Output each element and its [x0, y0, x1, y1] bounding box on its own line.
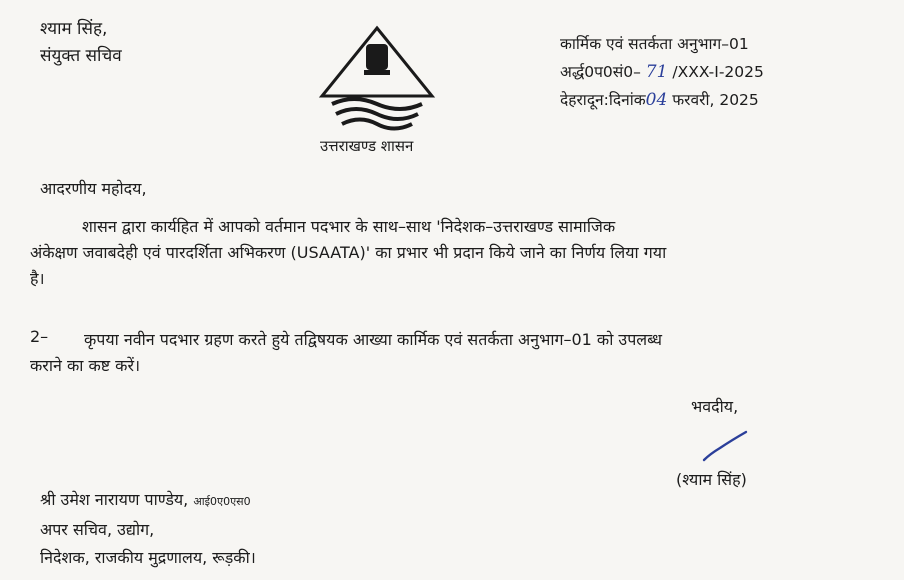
reference-date: देहरादून:दिनांक04 फरवरी, 2025 — [560, 90, 759, 110]
paragraph-2-line-1: कृपया नवीन पदभार ग्रहण करते हुये तद्विषयक आख्या कार्मिक एवं सतर्कता अनुभाग–01 को उपलब्ध — [84, 330, 662, 349]
recipient-block — [40, 486, 256, 572]
sender-block — [40, 16, 122, 70]
closing-text: भवदीय, — [691, 397, 739, 416]
state-emblem-icon — [318, 24, 436, 134]
reference-department: कार्मिक एवं सतर्कता अनुभाग–01 — [560, 35, 749, 53]
handwritten-date: 04 — [645, 90, 668, 110]
sender-name: श्याम सिंह, — [40, 19, 108, 39]
paragraph-1-line-2: अंकेक्षण जवाबदेही एवं पारदर्शिता अभिकरण (USAATA)' का प्रभार भी प्रदान किये जाने का निर्णय लिया गया — [30, 243, 667, 262]
recipient-line-2: अपर सचिव, उद्योग, — [40, 520, 155, 539]
salutation: आदरणीय महोदय, — [40, 179, 147, 198]
paragraph-2-line-2: कराने का कष्ट करें। — [30, 356, 141, 375]
paragraph-1-line-1: शासन द्वारा कार्यहित में आपको वर्तमान पदभार के साथ–साथ 'निदेशक–उत्तराखण्ड सामाजिक — [82, 217, 616, 236]
paragraph-1-line-3: है। — [30, 269, 45, 288]
recipient-name-line — [40, 486, 256, 516]
recipient-service: आई0ए0एस0 — [193, 495, 251, 508]
recipient-name: श्री उमेश नारायण पाण्डेय, — [40, 490, 189, 509]
emblem-caption: उत्तराखण्ड शासन — [320, 137, 414, 155]
recipient-line-3: निदेशक, राजकीय मुद्रणालय, रूड़की। — [40, 548, 256, 567]
handwritten-letter-number: 71 — [645, 62, 668, 82]
signatory-name: (श्याम सिंह) — [676, 470, 747, 489]
paragraph-2-number: 2– — [30, 327, 49, 346]
sender-designation: संयुक्त सचिव — [40, 46, 122, 66]
reference-letter-number: अर्द्ध0प0सं0– 71 /XXX-I-2025 — [560, 62, 764, 82]
reference-block — [560, 30, 764, 114]
signature-mark-icon — [700, 428, 750, 464]
